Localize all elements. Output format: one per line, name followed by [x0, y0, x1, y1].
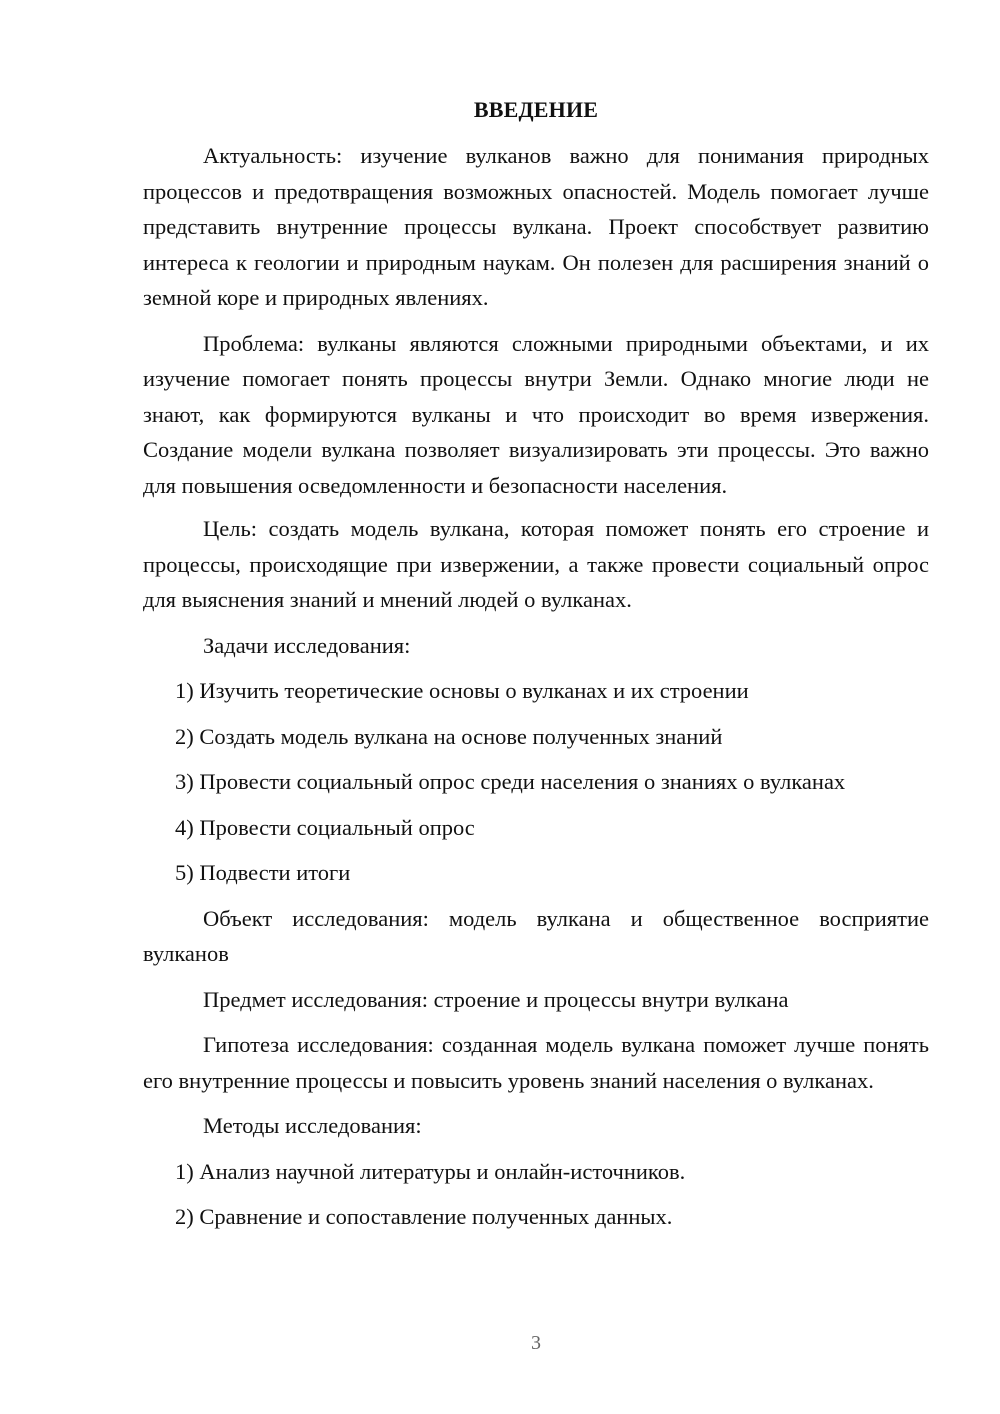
goal-paragraph: Цель: создать модель вулкана, которая поможет понять его строение и процессы, происходящие при извержении, а также провести социальный опрос для выяснения знаний и мнений людей о вулканах.	[143, 516, 929, 612]
page-title: ВВЕДЕНИЕ	[473, 97, 599, 122]
hypothesis-paragraph: Гипотеза исследования: созданная модель вулкана поможет лучше понять его внутренние процессы и повысить уровень знаний населения о вулканах.	[143, 1032, 929, 1093]
task-item-5: 5) Подвести итоги	[175, 860, 351, 885]
tasks-heading: Задачи исследования:	[203, 632, 411, 658]
tasks-list	[143, 673, 929, 891]
subject-paragraph: Предмет исследования: строение и процессы внутри вулкана	[203, 986, 789, 1012]
relevance-paragraph: Актуальность: изучение вулканов важно для понимания природных процессов и предотвращения возможных опасностей. Модель помогает лучше представить внутренние процессы вулкана. Проект способствует развитию интереса к геологии и природным наукам. Он полезен для расширения знаний о земной коре и природных явлениях.	[143, 143, 929, 310]
problem-paragraph: Проблема: вулканы являются сложными природными объектами, и их изучение помогает понять процессы внутри Земли. Однако многие люди не знают, как формируются вулканы и что происходит во время извержения. Создание модели вулкана позволяет визуализировать эти процессы. Это важно для повышения осведомленности и безопасности населения.	[143, 330, 929, 498]
methods-list	[143, 1154, 929, 1235]
object-paragraph: Объект исследования: модель вулкана и общественное восприятие вулканов	[143, 905, 929, 966]
task-item-3: 3) Провести социальный опрос среди населения о знаниях о вулканах	[175, 769, 846, 794]
page-content	[143, 94, 929, 1245]
page-number: 3	[531, 1332, 541, 1354]
task-item-1: 1) Изучить теоретические основы о вулканах и их строении	[175, 678, 749, 703]
method-item-2: 2) Сравнение и сопоставление полученных данных.	[175, 1204, 673, 1229]
task-item-4: 4) Провести социальный опрос	[175, 814, 475, 840]
task-item-2: 2) Создать модель вулкана на основе полученных знаний	[175, 723, 723, 749]
method-item-1: 1) Анализ научной литературы и онлайн-источников.	[175, 1158, 686, 1184]
methods-heading: Методы исследования:	[203, 1113, 422, 1138]
